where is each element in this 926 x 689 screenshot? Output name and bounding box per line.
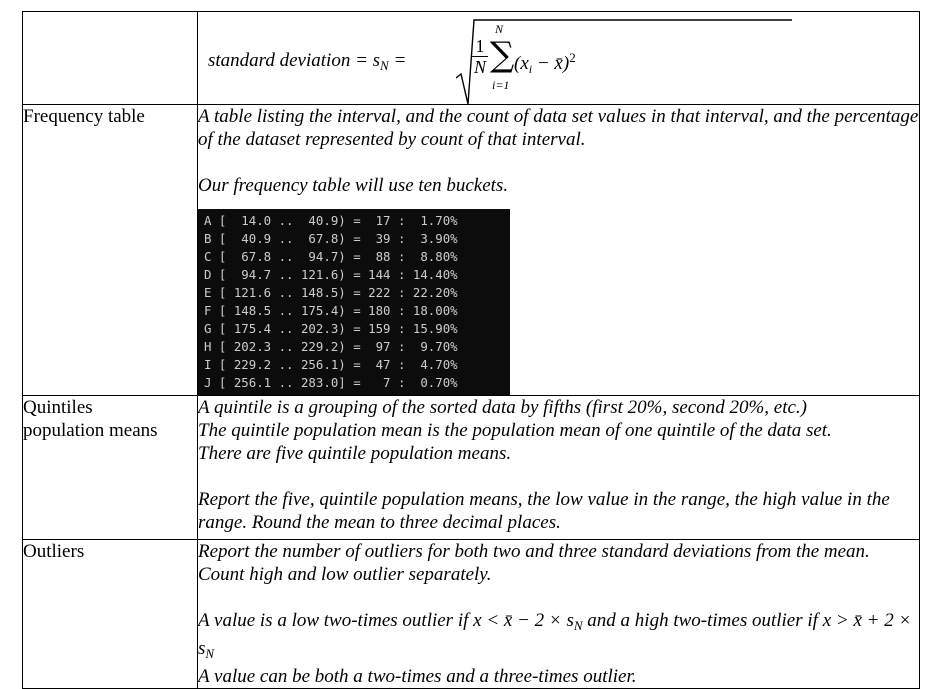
formula-fraction: $\frac{1}{N}$ — [473, 36, 486, 77]
formula-body: ($x_i$ − x̄)$^2$ — [514, 50, 576, 76]
frequency-buckets-note: Our frequency table will use ten buckets. — [198, 175, 509, 196]
formula-lhs: standard deviation = $s_N$ = — [208, 50, 407, 73]
terminal-line: H [ 202.3 .. 229.2) = 97 : 9.70% — [204, 339, 458, 354]
terminal-line: F [ 148.5 .. 175.4) = 180 : 18.00% — [204, 303, 458, 318]
std-dev-formula — [198, 12, 919, 104]
formula-row — [23, 12, 920, 105]
quintile-mean-definition: The quintile population mean is the population mean of one quintile of the data set. — [198, 420, 832, 441]
outlier-report-instructions: Report the number of outliers for both two and three standard deviations from the mean. Count high and low outlier separately. — [198, 541, 870, 585]
quintiles-row — [23, 396, 920, 540]
terminal-line: G [ 175.4 .. 202.3) = 159 : 15.90% — [204, 321, 458, 336]
def-quintiles — [198, 396, 920, 540]
quintile-definition: A quintile is a grouping of the sorted data by fifths (first 20%, second 20%, etc.) — [198, 397, 808, 418]
terminal-line: J [ 256.1 .. 283.0] = 7 : 0.70% — [204, 375, 458, 390]
term-frequency-table: Frequency table — [23, 105, 198, 396]
quintile-report-instructions: Report the five, quintile population means, the low value in the range, the high value in the range. Round the mean to three decimal places. — [198, 489, 890, 533]
frequency-row — [23, 105, 920, 396]
sum-upper-limit: N — [495, 22, 504, 36]
term-outliers: Outliers — [23, 540, 198, 689]
frequency-terminal-output — [198, 209, 510, 395]
terminal-line: D [ 94.7 .. 121.6) = 144 : 14.40% — [204, 267, 458, 282]
def-frequency-table — [198, 105, 920, 396]
def-outliers — [198, 540, 920, 689]
summation-icon: ∑ — [490, 35, 515, 75]
terminal-line: E [ 121.6 .. 148.5) = 222 : 22.20% — [204, 285, 458, 300]
outliers-row — [23, 540, 920, 689]
terminal-line: B [ 40.9 .. 67.8) = 39 : 3.90% — [204, 231, 458, 246]
terminal-line: A [ 14.0 .. 40.9) = 17 : 1.70% — [204, 213, 458, 228]
empty-term-cell — [23, 12, 198, 105]
frequency-description: A table listing the interval, and the count of data set values in that interval, and the percentage of the dataset represented by count of that interval. — [198, 106, 919, 150]
outlier-overlap-note: A value can be both a two-times and a three-times outlier. — [198, 666, 637, 687]
terminal-line: C [ 67.8 .. 94.7) = 88 : 8.80% — [204, 249, 458, 264]
sum-lower-limit: i=1 — [492, 78, 510, 92]
outlier-definition: A value is a low two-times outlier if x < x̄ − $2 \times s_N$ and a high two-times outlier if x > x̄ + $2 \times s_N$ — [198, 610, 912, 661]
definitions-table — [22, 11, 920, 689]
terminal-line: I [ 229.2 .. 256.1) = 47 : 4.70% — [204, 357, 458, 372]
quintile-count-note: There are five quintile population means. — [198, 443, 512, 464]
term-quintiles: Quintiles population means — [23, 396, 198, 540]
formula-cell — [198, 12, 920, 105]
